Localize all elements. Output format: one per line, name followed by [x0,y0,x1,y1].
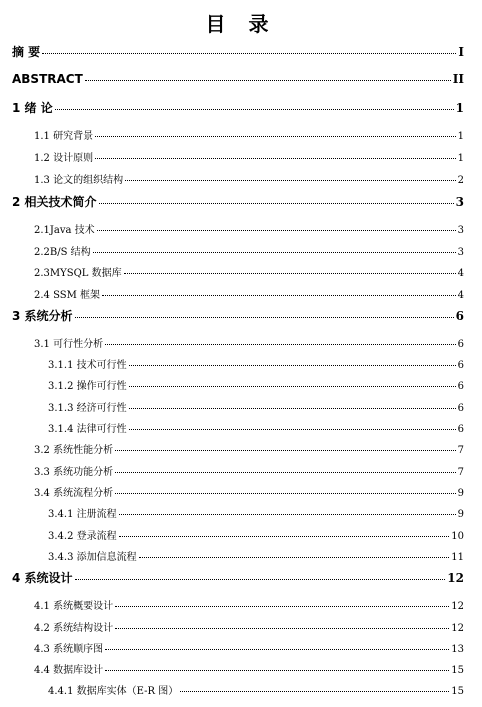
toc-entry[interactable] [48,505,464,520]
toc-entry-page-number: 13 [451,644,464,655]
toc-dot-leader [95,158,456,159]
toc-dot-leader [85,80,451,81]
toc-entry-page-number: II [452,72,464,86]
toc-entry-label: 3.4.2 登录流程 [48,531,117,542]
toc-entry-page-number: 15 [451,665,464,676]
toc-entry-page-number: 6 [455,309,464,323]
toc-entry-page-number: 6 [457,360,464,371]
toc-entry[interactable] [48,356,464,371]
toc-dot-leader [95,136,456,137]
toc-dot-leader [105,649,449,650]
toc-dot-leader [75,317,454,318]
toc-entry-label: 3.1.4 法律可行性 [48,424,127,435]
toc-entry[interactable] [34,286,464,301]
toc-entry[interactable] [34,149,464,164]
toc-entry-label: 4.1 系统概要设计 [34,601,114,612]
toc-entry[interactable] [34,597,464,612]
toc-entry-page-number: 12 [451,623,464,634]
toc-entry[interactable] [48,527,464,542]
toc-entry[interactable] [34,335,464,350]
toc-entry-label: 3.2 系统性能分析 [34,445,114,456]
toc-entry-label: 1.3 论文的组织结构 [34,175,124,186]
toc-entry-page-number: 15 [451,686,464,697]
toc-entry-page-number: 6 [457,424,464,435]
toc-dot-leader [102,295,456,296]
toc-entry-label: 3.4 系统流程分析 [34,488,114,499]
toc-entry-page-number: 11 [451,552,464,563]
toc-entry[interactable] [34,640,464,655]
toc-entry-page-number: 3 [457,247,464,258]
toc-dot-leader [75,579,446,580]
toc-entry[interactable] [48,420,464,435]
toc-entry-page-number: 1 [457,131,464,142]
toc-entry-label: 4.4 数据库设计 [34,665,104,676]
page-title: 目 录 [205,12,277,36]
toc-entry-page-number: 6 [457,381,464,392]
toc-entry[interactable] [12,43,464,60]
toc-entry-label: 1.2 设计原则 [34,153,94,164]
toc-entry-page-number: I [458,45,464,59]
toc-dot-leader [93,252,456,253]
toc-dot-leader [125,180,456,181]
toc-entry-label: 2.1Java 技术 [34,225,95,236]
toc-entry-label: 4.3 系统顺序图 [34,644,104,655]
toc-entry-page-number: 2 [457,175,464,186]
toc-dot-leader [55,109,454,110]
toc-entry-label: 3.1.3 经济可行性 [48,403,127,414]
toc-entry-label: 3.3 系统功能分析 [34,467,114,478]
toc-entry-page-number: 12 [447,571,464,585]
toc-entry-label: 3 系统分析 [12,309,73,323]
toc-entry-page-number: 7 [457,445,464,456]
toc-entry-label: 1.1 研究背景 [34,131,94,142]
toc-entry-label: ABSTRACT [12,72,83,86]
toc-entry-page-number: 6 [457,403,464,414]
toc-dot-leader [115,472,456,473]
toc-entry-page-number: 1 [455,101,464,115]
toc-entry[interactable] [12,307,464,324]
toc-entry-label: 2.2B/S 结构 [34,247,91,258]
toc-entry[interactable] [48,548,464,563]
toc-entry-page-number: 3 [455,195,464,209]
toc-dot-leader [180,691,449,692]
toc-entry[interactable] [12,72,464,86]
toc-entry-label: 3.1.1 技术可行性 [48,360,127,371]
toc-entry-label: 3.4.1 注册流程 [48,509,117,520]
toc-entry[interactable] [34,243,464,258]
toc-entry-label: 4 系统设计 [12,571,73,585]
toc-dot-leader [115,606,449,607]
toc-dot-leader [42,53,456,54]
toc-dot-leader [129,365,456,366]
toc-entry-page-number: 12 [451,601,464,612]
toc-entry-page-number: 7 [457,467,464,478]
toc-entry-page-number: 6 [457,339,464,350]
toc-entry[interactable] [12,99,464,116]
toc-entry[interactable] [34,441,464,456]
toc-entry-label: 2.3MYSQL 数据库 [34,268,122,279]
toc-entry-label: 3.4.3 添加信息流程 [48,552,137,563]
toc-entry[interactable] [12,569,464,586]
toc-entry[interactable] [34,264,464,279]
toc-entry-label: 摘 要 [12,45,41,59]
toc-dot-leader [115,493,456,494]
toc-dot-leader [129,408,456,409]
toc-dot-leader [115,450,456,451]
toc-entry[interactable] [34,661,464,676]
toc-dot-leader [105,670,449,671]
toc-entry-label: 3.1 可行性分析 [34,339,104,350]
toc-entry[interactable] [34,619,464,634]
toc-entry-page-number: 3 [457,225,464,236]
toc-entry-label: 2.4 SSM 框架 [34,290,101,301]
toc-dot-leader [99,203,454,204]
toc-entry-page-number: 4 [457,268,464,279]
toc-entry[interactable] [34,171,464,186]
toc-entry[interactable] [48,377,464,392]
toc-dot-leader [119,514,456,515]
toc-entry[interactable] [34,127,464,142]
toc-entry[interactable] [34,221,464,236]
toc-entry-label: 1 绪 论 [12,101,53,115]
toc-entry-label: 4.4.1 数据库实体（E-R 图） [48,686,179,697]
toc-entry-label: 3.1.2 操作可行性 [48,381,127,392]
toc-entry[interactable] [48,399,464,414]
toc-entry[interactable] [34,484,464,499]
toc-entry-page-number: 1 [457,153,464,164]
toc-dot-leader [129,386,456,387]
toc-entry-label: 2 相关技术简介 [12,195,97,209]
toc-dot-leader [119,536,450,537]
toc-entry-label: 4.2 系统结构设计 [34,623,114,634]
toc-dot-leader [115,628,449,629]
toc-entry[interactable] [48,682,464,697]
toc-dot-leader [124,273,456,274]
toc-entry-page-number: 9 [457,509,464,520]
toc-entry-page-number: 9 [457,488,464,499]
toc-entry-page-number: 10 [451,531,464,542]
toc-dot-leader [105,344,456,345]
toc-dot-leader [97,230,456,231]
toc-entry-page-number: 4 [457,290,464,301]
toc-dot-leader [139,557,450,558]
toc-dot-leader [129,429,456,430]
toc-entry[interactable] [34,463,464,478]
toc-entry[interactable] [12,193,464,210]
